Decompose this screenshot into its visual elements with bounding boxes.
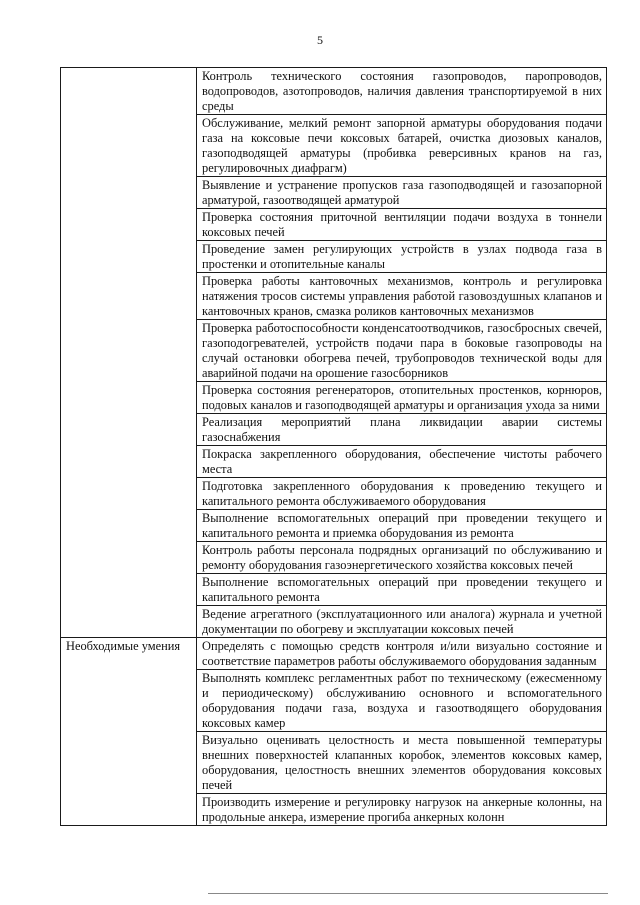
table-cell: Реализация мероприятий плана ликвидации аварии системы газоснабжения (197, 414, 607, 446)
table-cell: Подготовка закрепленного оборудования к проведению текущего и капитального ремонта обслуживаемого оборудования (197, 478, 607, 510)
skills-label: Необходимые умения (61, 638, 197, 826)
table-cell: Проверка работоспособности конденсатоотводчиков, газосбросных свечей, газоподогревателей, устройств подачи пара в боковые газопроводы на случай остановки обогрева печей, трубопроводов технической воды для аварийной подачи на орошение газосборников (197, 320, 607, 382)
table-cell: Определять с помощью средств контроля и/или визуально состояние и соответствие параметров работы обслуживаемого оборудования заданным (197, 638, 607, 670)
table-cell: Выполнение вспомогательных операций при проведении текущего и капитального ремонта (197, 574, 607, 606)
scan-edge-line (208, 893, 608, 894)
table-cell: Проверка состояния приточной вентиляции подачи воздуха в тоннели коксовых печей (197, 209, 607, 241)
page-number: 5 (317, 33, 323, 47)
table-cell: Ведение агрегатного (эксплуатационного или аналога) журнала и учетной документации по обогреву и эксплуатации коксовых печей (197, 606, 607, 638)
table-cell: Визуально оценивать целостность и места повышенной температуры внешних поверхностей клапанных коробок, элементов коксовых камер, оборудования, целостность внешних элементов оборудования коксовых печей (197, 732, 607, 794)
table-cell: Проверка работы кантовочных механизмов, контроль и регулировка натяжения тросов системы управления работой газовоздушных клапанов и кантовочных кранов, смазка роликов кантовочных механизмов (197, 273, 607, 320)
table-row (61, 638, 607, 670)
label-cell-continued (61, 68, 197, 638)
table-cell: Проведение замен регулирующих устройств в узлах подвода газа в простенки и отопительные каналы (197, 241, 607, 273)
table-cell: Контроль работы персонала подрядных организаций по обслуживанию и ремонту оборудования газоэнергетического хозяйства коксовых печей (197, 542, 607, 574)
table-cell: Контроль технического состояния газопроводов, паропроводов, водопроводов, азотопроводов, наличия давления транспортируемой в них среды (197, 68, 607, 115)
table-cell: Покраска закрепленного оборудования, обеспечение чистоты рабочего места (197, 446, 607, 478)
document-table (60, 67, 607, 826)
table-cell: Обслуживание, мелкий ремонт запорной арматуры оборудования подачи газа на коксовые печи коксовых батарей, очистка диозовых каналов, газоподводящей арматуры (пробивка реверсивных кранов на газ, регулировочных диафрагм) (197, 115, 607, 177)
table-cell: Производить измерение и регулировку нагрузок на анкерные колонны, на продольные анкера, измерение прогиба анкерных колонн (197, 794, 607, 826)
table-cell: Выявление и устранение пропусков газа газоподводящей и газозапорной арматурой, газоотводящей арматурой (197, 177, 607, 209)
table-cell: Выполнять комплекс регламентных работ по техническому (ежесменному и периодическому) обслуживанию основного и вспомогательного оборудования подачи газа, воздуха и газоотводящего оборудования коксовых камер (197, 670, 607, 732)
table-row (61, 68, 607, 115)
table-cell: Выполнение вспомогательных операций при проведении текущего и капитального ремонта и приемка оборудования из ремонта (197, 510, 607, 542)
table-cell: Проверка состояния регенераторов, отопительных простенков, корнюров, подовых каналов и газоподводящей арматуры и организация ухода за ними (197, 382, 607, 414)
